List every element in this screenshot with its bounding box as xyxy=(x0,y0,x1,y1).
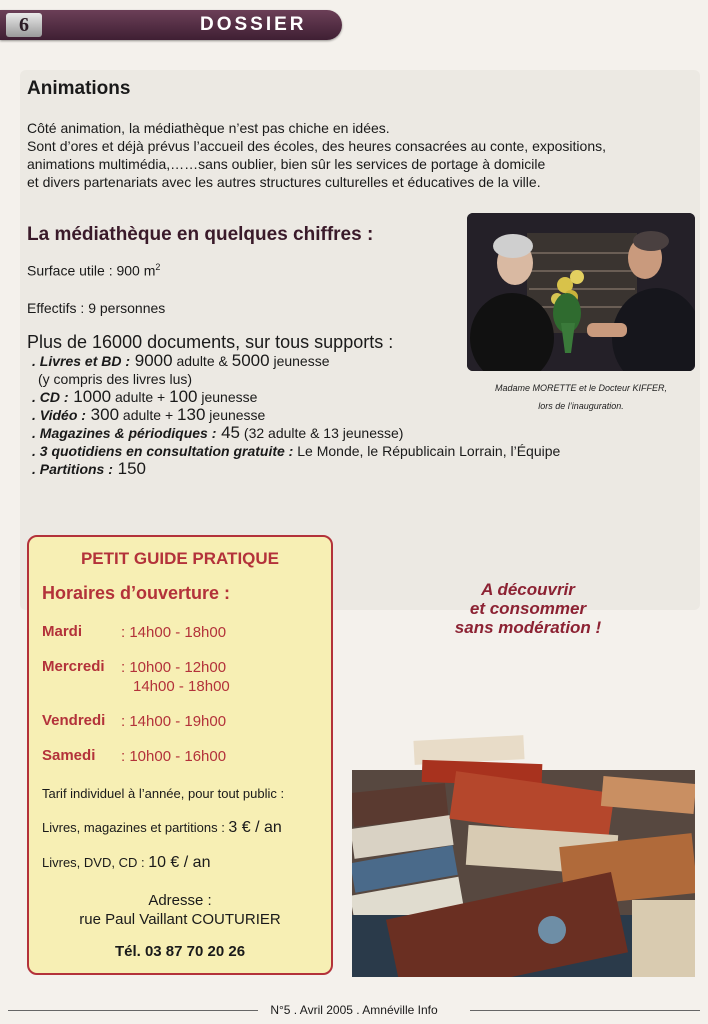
books-photo xyxy=(352,710,695,977)
item-label: . Magazines & périodiques : xyxy=(32,425,217,441)
slogan-line: A découvrir xyxy=(481,580,575,599)
item-value: 45 xyxy=(216,423,241,442)
slogan-line: et consommer xyxy=(469,599,587,618)
documents-heading: Plus de 16000 documents, sur tous supports : xyxy=(27,332,394,352)
address-street: rue Paul Vaillant COUTURIER xyxy=(79,911,281,928)
item-text: (32 adulte & 13 jeunesse) xyxy=(240,425,404,441)
photo-caption-line: lors de l’inauguration. xyxy=(538,401,624,411)
animations-line: animations multimédia,……sans oublier, bien sûr les services de portage à domicile xyxy=(27,156,546,172)
item-value: 150 xyxy=(112,459,146,478)
item-text: Le Monde, le Républicain Lorrain, l’Équipe xyxy=(293,443,561,459)
tarif-intro: Tarif individuel à l’année, pour tout public : xyxy=(42,786,285,801)
address-label: Adresse : xyxy=(148,892,212,909)
guide-title: PETIT GUIDE PRATIQUE xyxy=(80,549,280,568)
item-text: adulte + xyxy=(119,407,178,423)
effectifs-line: Effectifs : 9 personnes xyxy=(27,300,166,316)
item-text: jeunesse xyxy=(205,407,266,423)
item-value: 9000 xyxy=(130,351,173,370)
slogan-line: sans modération ! xyxy=(454,618,602,637)
item-value: 300 xyxy=(85,405,120,424)
surface-line xyxy=(27,262,160,279)
tarif-price: 3 € / an xyxy=(228,819,282,836)
inauguration-photo-illustration xyxy=(467,213,695,371)
animations-paragraph xyxy=(27,119,667,191)
documents-item xyxy=(32,442,652,460)
item-label: . CD : xyxy=(32,389,69,405)
animations-heading: Animations xyxy=(27,78,131,99)
schedule-hours: : 10h00 - 16h00 xyxy=(121,748,227,765)
tarif-label: Livres, magazines et partitions : xyxy=(42,820,229,835)
item-label: . Livres et BD : xyxy=(32,353,131,369)
books-pile-illustration xyxy=(352,710,695,977)
item-text: adulte + xyxy=(111,389,170,405)
item-text: jeunesse xyxy=(269,353,330,369)
inauguration-photo xyxy=(467,213,695,371)
schedule-day: Vendredi xyxy=(42,712,106,729)
phone-number: Tél. 03 87 70 20 26 xyxy=(114,943,246,960)
practical-guide-box xyxy=(27,535,333,975)
item-text: (y compris des livres lus) xyxy=(38,371,193,387)
surface-exponent: 2 xyxy=(155,262,161,272)
item-label: . 3 quotidiens en consultation gratuite : xyxy=(32,443,294,459)
tarif-line xyxy=(42,819,282,837)
documents-item xyxy=(32,424,652,442)
schedule-hours: : 14h00 - 19h00 xyxy=(121,713,227,730)
photo-caption xyxy=(467,379,695,415)
item-text: adulte & xyxy=(172,353,232,369)
tarif-label: Livres, DVD, CD : xyxy=(42,855,149,870)
page-number: 6 xyxy=(6,13,42,37)
schedule-hours: : 10h00 - 12h00 xyxy=(121,659,227,676)
schedule-hours: 14h00 - 18h00 xyxy=(133,678,230,695)
photo-caption-line: Madame MORETTE et le Docteur KIFFER, xyxy=(494,383,668,393)
item-label: . Vidéo : xyxy=(32,407,86,423)
item-value: 1000 xyxy=(68,387,112,406)
item-text: jeunesse xyxy=(197,389,258,405)
item-label: . Partitions : xyxy=(32,461,113,477)
schedule-hours: : 14h00 - 18h00 xyxy=(121,624,227,641)
animations-line: Sont d’ores et déjà prévus l’accueil des écoles, des heures consacrées au conte, expositions, xyxy=(27,138,607,154)
tarif-price: 10 € / an xyxy=(148,854,211,871)
item-value: 130 xyxy=(177,405,206,424)
item-value: 100 xyxy=(169,387,198,406)
documents-item xyxy=(32,460,652,478)
schedule-day: Mardi xyxy=(42,623,83,640)
schedule-day: Samedi xyxy=(42,747,96,764)
tarif-line xyxy=(42,854,210,872)
animations-line: Côté animation, la médiathèque n’est pas chiche en idées. xyxy=(27,120,390,136)
schedule-day: Mercredi xyxy=(42,658,105,675)
opening-hours-heading: Horaires d’ouverture : xyxy=(42,583,231,603)
surface-text: Surface utile : 900 m xyxy=(27,262,156,279)
animations-line: et divers partenariats avec les autres structures culturelles et éducatives de la ville. xyxy=(27,174,541,190)
chiffres-heading: La médiathèque en quelques chiffres : xyxy=(27,224,374,245)
footer-text: N°5 . Avril 2005 . Amnéville Info xyxy=(270,1003,438,1017)
section-title: DOSSIER xyxy=(200,14,307,35)
slogan xyxy=(420,580,636,637)
item-value: 5000 xyxy=(231,351,270,370)
